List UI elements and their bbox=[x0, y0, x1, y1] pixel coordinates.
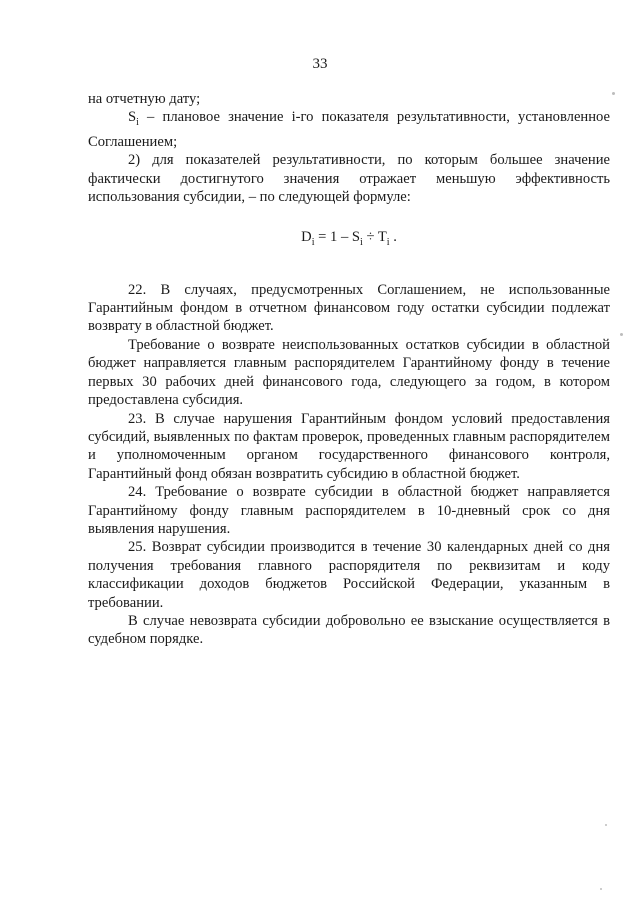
paragraph-si-definition bbox=[88, 108, 610, 151]
paragraph-22b: Требование о возврате неиспользованных остатков субсидии в областной бюджет направляется главным распорядителем Гарантийному фонду в течение первых 30 рабочих дней финансового года, следующего за годом, в котором предоставлена субсидия. bbox=[88, 336, 610, 409]
symbol-subscript: i bbox=[136, 117, 139, 129]
paragraph-22: 22. В случаях, предусмотренных Соглашением, не использованные Гарантийным фондом в отчетном финансовом году остатки субсидии подлежат возврату в областной бюджет. bbox=[88, 281, 610, 335]
paragraph-text: – плановое значение i-го показателя результативности, установленное Соглашением; bbox=[88, 109, 610, 150]
formula-eq: = 1 – bbox=[314, 229, 352, 246]
formula-s: S bbox=[351, 229, 361, 246]
paragraph: на отчетную дату; bbox=[88, 91, 201, 107]
formula-end: . bbox=[389, 229, 397, 246]
paragraph-23: 23. В случае нарушения Гарантийным фондом условий предоставления субсидий, выявленных по фактам проверок, проведенных главным распорядителем и уполномоченным органом государственного финансового контроля, Гарантийный фонд обязан возвратить субсидию в областной бюджет. bbox=[88, 410, 610, 482]
formula-d: D bbox=[301, 229, 312, 246]
formula-sub: i bbox=[311, 237, 315, 249]
scan-speck bbox=[612, 92, 615, 95]
paragraph: 2) для показателей результативности, по которым большее значение фактически достигнутого значения отражает меньшую эффективность использования субсидии, – по следующей формуле: bbox=[88, 152, 610, 205]
scan-speck bbox=[600, 888, 602, 890]
formula-sub: i bbox=[386, 237, 390, 249]
paragraph-25: 25. Возврат субсидии производится в течение 30 календарных дней со дня получения требования главного распорядителя по реквизитам и коду классификации доходов бюджетов Российской Федерации, указанным в требовании. bbox=[88, 539, 610, 611]
symbol-s: S bbox=[128, 109, 137, 126]
formula-t: T bbox=[377, 229, 387, 246]
formula bbox=[88, 228, 610, 252]
scan-speck bbox=[605, 824, 607, 826]
paragraph-26: В случае невозврата субсидии добровольно ее взыскание осуществляется в судебном порядке. bbox=[88, 612, 610, 648]
document-body bbox=[88, 90, 610, 649]
page-number: 33 bbox=[312, 56, 328, 72]
scan-speck bbox=[620, 333, 623, 336]
formula-div: ÷ bbox=[362, 229, 378, 246]
formula-sub: i bbox=[360, 237, 363, 249]
paragraph-24: 24. Требование о возврате субсидии в областной бюджет направляется Гарантийному фонду главным распорядителем в 10-дневный срок со дня выявления нарушения. bbox=[88, 484, 610, 537]
